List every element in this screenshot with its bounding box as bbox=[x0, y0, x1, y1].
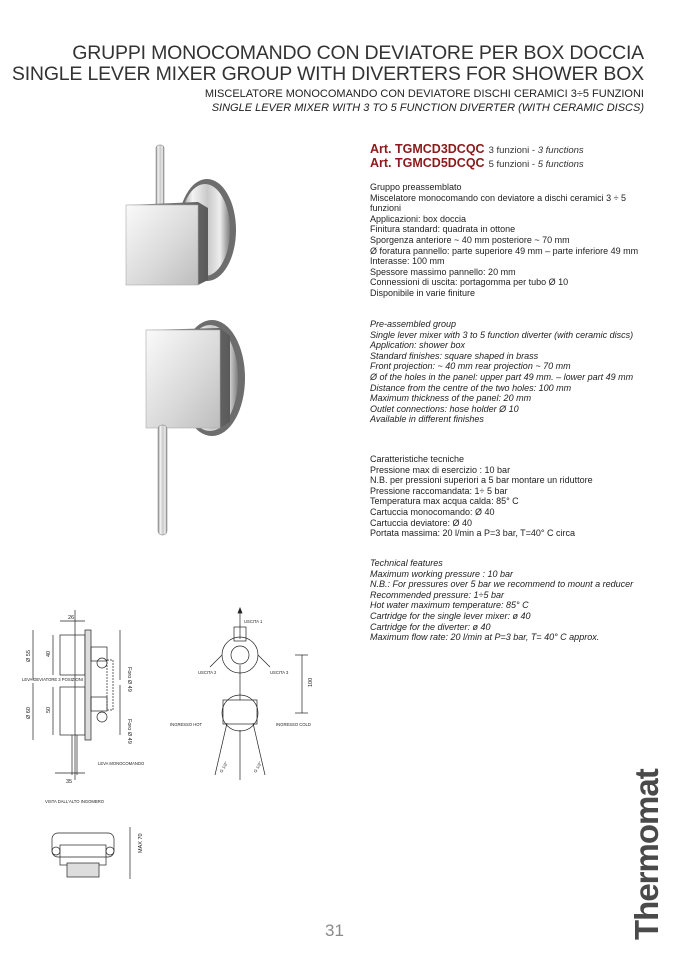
product-photo bbox=[112, 140, 252, 540]
specs-english: Technical features Maximum working pressure : 10 bar N.B.: For pressures over 5 bar we recommend to mount a reducer Recommended pressure: 1÷5 bar Hot water maximum temperature: 85° C Cartridge for the single lever mixer: ø 40 Cartridge for the diverter: ø 40 Maximum flow rate: 20 l/min at P=3 bar, T= 40° C approx. bbox=[370, 558, 634, 643]
brand-logo: Thermomat bbox=[628, 769, 665, 940]
article-code-5: Art. TGMCD5DCQC 5 funzioni - 5 functions bbox=[370, 156, 584, 170]
title-italian: GRUPPI MONOCOMANDO CON DEVIATORE PER BOX DOCCIA bbox=[72, 42, 644, 64]
title-english: SINGLE LEVER MIXER GROUP WITH DIVERTERS FOR SHOWER BOX bbox=[11, 63, 644, 85]
description-italian: Gruppo preassemblato Miscelatore monocomando con deviatore a dischi ceramici 3 ÷ 5 funzioni Applicazioni: box doccia Finitura standard: quadrata in ottone Sporgenza anteriore ~ 40 mm posteriore ~ 70 mm Ø foratura pannello: parte superiore 49 mm – parte inferiore 49 mm Interasse: 100 mm Spessore massimo pannello: 20 mm Connessioni di uscita: portagomma per tubo Ø 10 Disponibile in varie finiture bbox=[370, 182, 639, 298]
label-g12-right: G 1/2" bbox=[252, 760, 263, 774]
label-g12-left: G 1/2" bbox=[218, 760, 229, 774]
label-ingresso-hot: INGRESSO HOT bbox=[170, 722, 203, 727]
specs-italian: Caratteristiche tecniche Pressione max di esercizio : 10 bar N.B. per pressioni superiori a 5 bar montare un riduttore Pressione raccomandata: 1÷ 5 bar Temperatura max acqua calda: 85° C Cartuccia monocomando: Ø 40 Cartuccia deviatore: Ø 40 Portata massima: 20 l/min a P=3 bar, T=40° C circa bbox=[370, 454, 593, 539]
dim-50: 50 bbox=[46, 706, 52, 713]
dim-max70: MAX 70 bbox=[138, 833, 144, 853]
front-view-drawing bbox=[210, 608, 308, 780]
article-functions-5: 5 funzioni - 5 functions bbox=[488, 159, 584, 170]
subtitle-english: SINGLE LEVER MIXER WITH 3 TO 5 FUNCTION DIVERTER (WITH CERAMIC DISCS) bbox=[211, 102, 644, 114]
label-vista-alto: VISTA DALL'ALTO INGOMBRO bbox=[45, 799, 104, 804]
article-functions-3: 3 funzioni - 3 functions bbox=[488, 145, 584, 156]
dim-d60: Ø 60 bbox=[26, 707, 32, 719]
page-number: 31 bbox=[325, 921, 344, 940]
technical-drawings bbox=[20, 605, 320, 895]
article-code-3: Art. TGMCD3DCQC 3 funzioni - 3 functions bbox=[370, 142, 584, 156]
label-ingresso-cold: INGRESSO COLD bbox=[276, 722, 311, 727]
side-view-drawing bbox=[33, 610, 120, 780]
dim-d55: Ø 55 bbox=[26, 650, 32, 662]
description-english: Pre-assembled group Single lever mixer with 3 to 5 function diverter (with ceramic discs) Application: shower box Standard finishes: square shaped in brass Front projection: ~ 40 mm rear projection ~ 70 mm Ø of the holes in the panel: upper part 49 mm. – lower part 49 mm Distance from the centre of the two holes: 100 mm Maximum thickness of the panel: 20 mm Outlet connections: hose holder Ø 10 Available in different finishes bbox=[370, 319, 634, 425]
label-uscita-1: USCITA 1 bbox=[244, 619, 263, 624]
dim-100: 100 bbox=[308, 677, 314, 687]
label-leva-monocomando: LEVA MONOCOMANDO bbox=[98, 761, 145, 766]
dim-40: 40 bbox=[46, 650, 52, 657]
dim-foro-upper: Foro Ø 49 bbox=[126, 667, 132, 692]
label-uscita-3: USCITA 3 bbox=[270, 670, 289, 675]
dim-foro-lower: Foro Ø 49 bbox=[126, 719, 132, 744]
label-leva-deviatore: LEVA DEVIATORE 3 POSIZIONI bbox=[22, 677, 83, 682]
label-uscita-2: USCITA 2 bbox=[198, 670, 217, 675]
dim-26: 26 bbox=[68, 615, 75, 621]
subtitle-italian: MISCELATORE MONOCOMANDO CON DEVIATORE DISCHI CERAMICI 3÷5 FUNZIONI bbox=[204, 88, 644, 100]
top-view-drawing bbox=[52, 827, 130, 879]
dim-35: 35 bbox=[66, 779, 73, 785]
